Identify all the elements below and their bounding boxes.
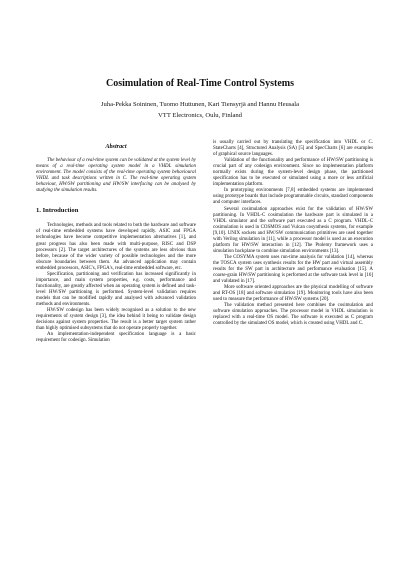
paragraph: is usually carried out by translating the specification into VHDL or C. StateCharts [4], Structured Analysis (SA) [5] and SpecCharts [6] are examples of graphical source languages. [213, 140, 373, 158]
paragraph: Validation of the functionality and performance of HW/SW partitioning is crucial part of any codesign environment. Since no implementation platform normally exists during the system-level design phase, the partitioned specification has to be executed or simulated using a more or less artificial implementation platform. [213, 158, 373, 188]
paragraph: In prototyping environments [7,8] embedded systems are implemented using prototype boards that include programmable circuits, standard components and computer interfaces. [213, 188, 373, 206]
paragraph: Technologies, methods and tools related to both the hardware and software of real-time embedded systems have developed rapidly. ASIC and FPGA technologies have become competitive implementation alternatives [1], and great progress has also been made with multi-purpose, RISC and DSP processors [2]. The target architectures of the systems are less obvious than before, because of the wider variety of possible technologies and the more obscure boundaries between them. An advanced application may contain embedded processors, ASIC's, FPGA's, real-time embedded software, etc. [36, 223, 196, 271]
paragraph: Several cosimulation approaches exist for the validation of HW/SW partitioning. In VHDL-C cosimulation the hardware part is simulated in a VHDL simulator and the software part executed as a C program. VHDL-C cosimulation is used in COSMOS and Vulcan cosynthesis systems, for example [9,10]. UNIX sockets and HW/SW communication primitives are used together with Verilog simulation in [11], while a processor model is used as an execution platform for HW/SW interaction in [12]. The Ptolemy framework uses a simulation backplane to combine simulation environments [13]. [213, 206, 373, 254]
paragraph: More software oriented approaches are the physical modelling of software and RT-OS [18] and software simulation [19]. Monitoring tools have also been used to measure the performance of HW/SW systems [20]. [213, 285, 373, 303]
right-column [213, 140, 373, 327]
paper-affiliation: VTT Electronics, Oulu, Finland [158, 112, 242, 119]
section-heading-introduction: 1. Introduction [36, 207, 79, 215]
abstract-text: The behaviour of a real-time system can be validated at the system level by means of a real-time operating system model in a VHDL simulation environment. The model consists of the real-time operating system behavioural VHDL and task descriptions written in C. The real-time operating system behaviour, HW/SW partitioning and HW/SW interfacing can be analysed by studying the simulation results. [36, 158, 196, 194]
paragraph: The validation method presented here combines the cosimulation and software simulation approaches. The processor model in VHDL simulation is replaced with a real-time OS model. The software is executed as C program controlled by the simulated OS model, which is created using VHDL and C. [213, 303, 373, 327]
abstract-body [36, 158, 196, 194]
paragraph: HW/SW codesign has been widely recognised as a solution to the new requirements of system design [3], the idea behind it being to validate design decisions against system properties. The result is a better target system rather than highly optimised subsystems that do not operate properly together. [36, 308, 196, 332]
abstract-heading: Abstract [105, 143, 127, 150]
paragraph: The COSYMA system uses run-time analysis for validation [14], whereas the TOSCA system uses synthesis results for the HW part and virtual assembly results for the SW part in architecture and performance evaluation [15]. A coarse-grain HW/SW partitioning is performed at the software task level in [16] and validated in [17]. [213, 254, 373, 285]
paragraph: Specification, partitioning and verification has increased significantly in importance, and main system properties, e.g. costs, performance and functionality, are greatly affected when an operating system is defined and task-level HW/SW partitioning is performed. System-level validation requires models that can be modified rapidly and analysed with advanced validation methods and environments. [36, 271, 196, 307]
paper-authors: Juha-Pekka Soininen, Tuomo Huttunen, Kari Tiensyrjä and Hannu Heusala [100, 101, 300, 108]
paper-title: Cosimulation of Real-Time Control Systems [106, 78, 294, 89]
paragraph: An implementation-independent specification language is a basic requirement for codesign. Simulation [36, 332, 196, 344]
left-column [36, 140, 196, 344]
